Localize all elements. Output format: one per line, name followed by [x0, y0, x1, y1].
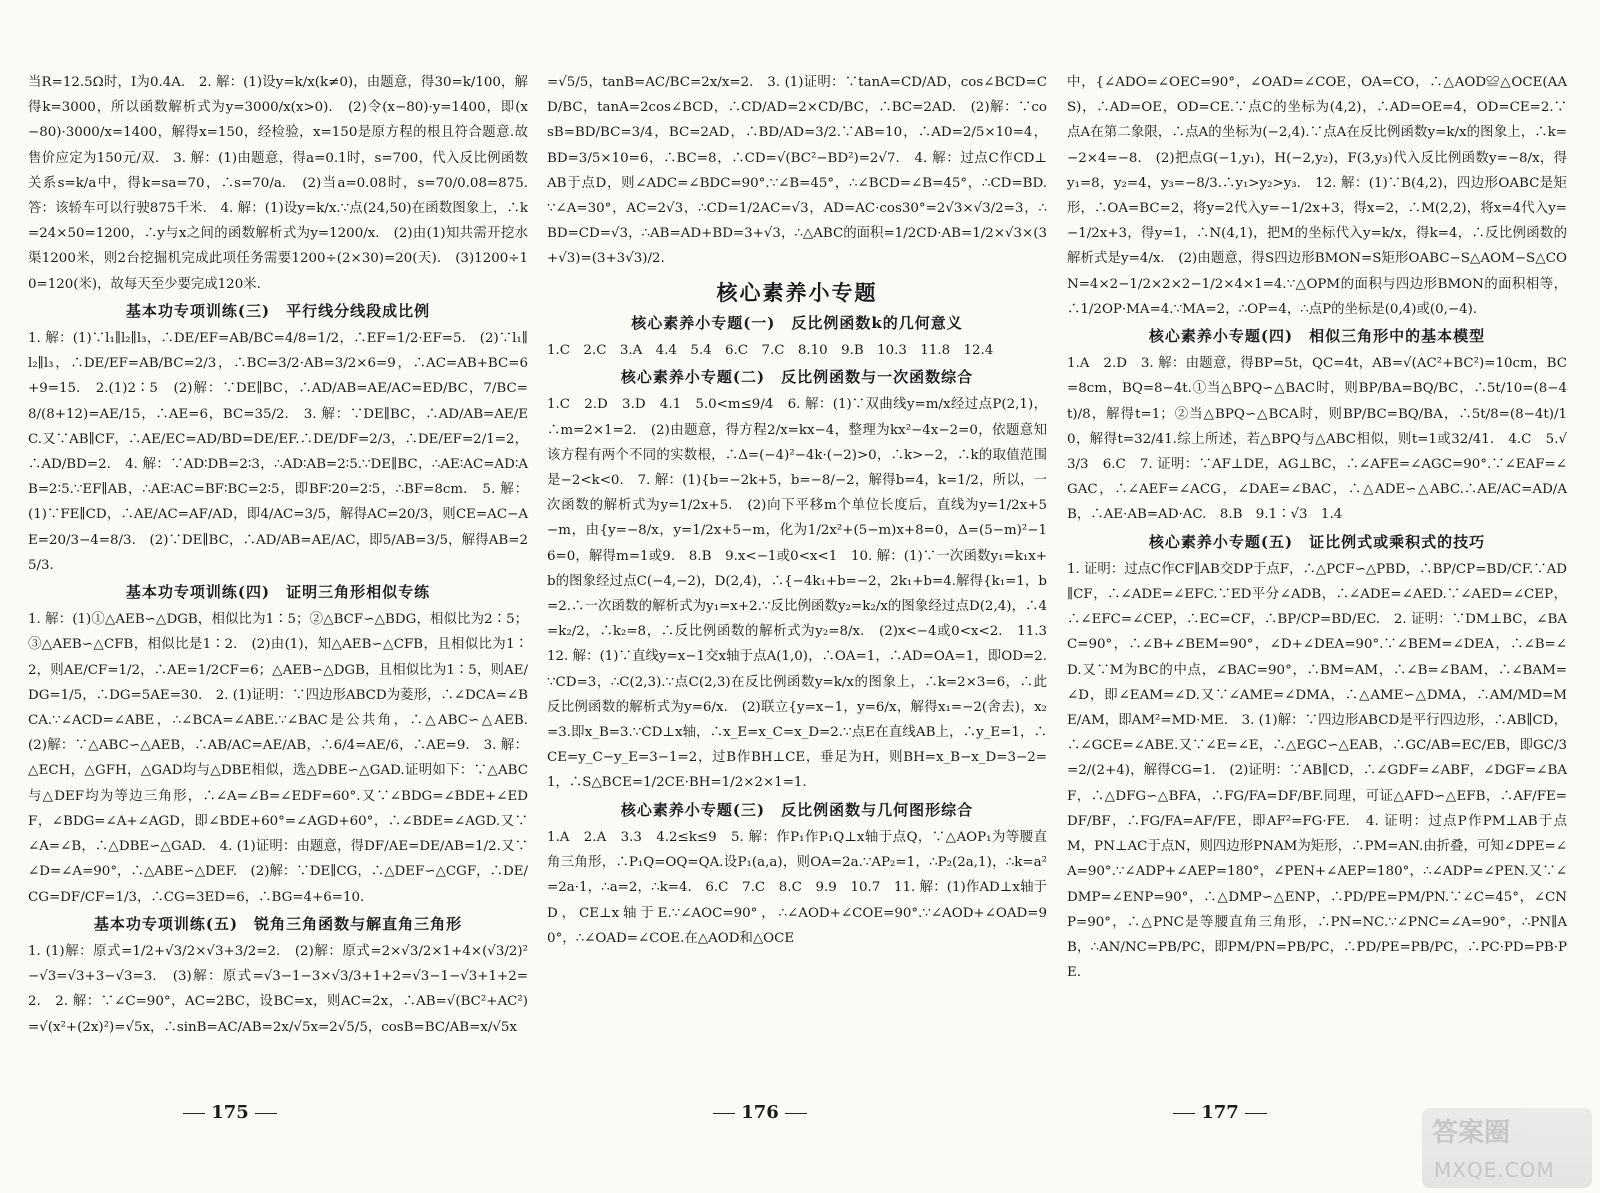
- section-heading: 基本功专项训练(五) 锐角三角函数与解直角三角形: [93, 914, 463, 933]
- answer-paragraph: 1.A 2.A 3.3 4.2≤k≤9 5. 解：作P₁作P₁Q⊥x轴于点Q，∵△AOP₁为等腰直角三角形，∴P₁Q=OQ=QA.设P₁(a,a)，则OA=2a.∵AP₂=1，∴P₂(2a,1)，∴k=a²=2a·1，∴a=2，∴k=4. 6.C 7.C 8.C 9.9 10.7 11. 解：(1)作AD⊥x轴于D，CE⊥x轴于E.∵∠AOC=90°，∴∠AOD+∠COE=90°.∵∠AOD+∠OAD=90°，∴∠OAD=∠COE.在△AOD和△OCE: [547, 829, 1047, 946]
- answer-paragraph: 1. 解：(1)∵l₁∥l₂∥l₃，∴DE/EF=AB/BC=4/8=1/2，∴EF=1/2·EF=5. (2)∵l₁∥l₂∥l₃，∴DE/EF=AB/BC=2/3，∴BC=3/2·AB=3/2×6=9，∴AC=AB+BC=6+9=15. 2.(1)2∶5 (2)解：∵DE∥BC，∴AD/AB=AE/AC=ED/BC，7/BC=8/(8+12)=AE/15，∴AE=6，BC=35/2. 3. 解：∵DE∥BC，∴AD/AB=AE/EC.又∵AB∥CF，∴AE/EC=AD/BD=DE/EF.∴DE/DF=2/3，∴DE/EF=2/1=2，∴AD/BD=2. 4. 解：∵AD∶DB=2∶3，∴AD∶AB=2∶5.∵DE∥BC，∴AE∶AC=AD∶AB=2∶5.∵EF∥AB，∴AE∶AC=BF∶BC=2∶5，即BF∶20=2∶5，∴BF=8cm. 5. 解：(1)∵FE∥CD，∴AE/AC=AF/AD，即4/AC=3/5，解得AC=20/3，则CE=AC−AE=20/3−4=8/3. (2)∵DE∥BC，∴AD/AB=AE/AC，即5/AB=3/5，解得AB=25/3.: [28, 331, 528, 573]
- column-2: [547, 70, 1061, 1150]
- answer-paragraph: 1. (1)解：原式=1/2+√3/2×√3+3/2=2. (2)解：原式=2×√3/2×1+4×(√3/2)²−√3=√3+3−√3=3. (3)解：原式=√3−1−3×√3/3+1+2=√3−1−√3+1+2=2. 2. 解：∵∠C=90°，AC=2BC，设BC=x，则AC=2x，∴AB=√(BC²+AC²)=√(x²+(2x)²)=√5x，∴sinB=AC/AB=2x/√5x=2√5/5，cosB=BC/AB=x/√5x: [28, 943, 528, 1035]
- answer-paragraph: 1.A 2.D 3. 解：由题意，得BP=5t，QC=4t，AB=√(AC²+BC²)=10cm，BC=8cm，BQ=8−4t.①当△BPQ∽△BAC时，则BP/BA=BQ/BC，∴5t/10=(8−4t)/8，解得t=1；②当△BPQ∽△BCA时，则BP/BC=BQ/BA，∴5t/8=(8−4t)/10，解得t=32/41.综上所述，若△BPQ与△ABC相似，则t=1或32/41. 4.C 5.√3/3 6.C 7. 证明：∵AF⊥DE，AG⊥BC，∴∠AFE=∠AGC=90°.∵∠EAF=∠GAC，∴∠AEF=∠ACG，∠DAE=∠BAC，∴△ADE∽△ABC.∴AE/AC=AD/AB，∴AE·AB=AD·AC. 8.B 9.1∶√3 1.4: [1067, 356, 1567, 523]
- answer-paragraph: 1.C 2.D 3.D 4.1 5.0<m≤9/4 6. 解：(1)∵双曲线y=m/x经过点P(2,1)，∴m=2×1=2. (2)由题意，得方程2/x=kx−4，整理为kx²−4x−2=0，依题意知该方程有两个不同的实数根，∴Δ=(−4)²−4k·(−2)>0，∴k>−2，∴k的取值范围是−2<k<0. 7. 解：(1){b=−2k+5，b=−8/−2，解得b=4，k=1/2，所以，一次函数的解析式为y=1/2x+5. (2)向下平移m个单位长度后，直线为y=1/2x+5−m，由{y=−8/x，y=1/2x+5−m，化为1/2x²+(5−m)x+8=0，Δ=(5−m)²−16=0，解得m=1或9. 8.B 9.x<−1或0<x<1 10. 解：(1)∵一次函数y₁=k₁x+b的图象经过点C(−4,−2)，D(2,4)，∴{−4k₁+b=−2，2k₁+b=4.解得{k₁=1，b=2.∴一次函数的解析式为y₁=x+2.∵反比例函数y₂=k₂/x的图象经过点D(2,4)，∴4=k₂/2，∴k₂=8，∴反比例函数的解析式为y₂=8/x. (2)x<−4或0<x<2. 11.3 12. 解：(1)∵直线y=x−1交x轴于点A(1,0)，∴OA=1，∴AD=OA=1，即OD=2.∵CD=3，∴C(2,3).∵点C(2,3)在反比例函数y=k/x的图象上，∴k=2×3=6，∴此反比例函数的解析式为y=6/x. (2)联立{y=x−1，y=6/x，解得x₁=−2(舍去)，x₂=3.即x_B=3.∵CD⊥x轴，∴x_E=x_C=x_D=2.∵点E在直线AB上，∴y_E=1，∴CE=y_C−y_E=3−1=2，过B作BH⊥CE，垂足为H，则BH=x_B−x_D=3−2=1，∴S△BCE=1/2CE·BH=1/2×2×1=1.: [547, 397, 1061, 791]
- answer-paragraph: 1. 解：(1)①△AEB∽△DGB，相似比为1∶5；②△BCF∽△BDG，相似比为2∶5；③△AEB∽△CFB，相似比是1∶2. (2)由(1)，知△AEB∽△CFB，且相似比为1∶2，则AE/CF=1/2，∴AE=1/2CF=6；△AEB∽△DGB，且相似比为1∶5，则AE/DG=1/5，∴DG=5AE=30. 2. (1)证明：∵四边形ABCD为菱形，∴∠DCA=∠BCA.∵∠ACD=∠ABE，∴∠BCA=∠ABE.∵∠BAC是公共角，∴△ABC∽△AEB. (2)解：∵△ABC∽△AEB，∴AB/AC=AE/AB，∴6/4=AE/6，∴AE=9. 3. 解：△ECH，△GFH，△GAD均与△DBE相似，选△DBE∽△GAD.证明如下：∵△ABC与△DEF均为等边三角形，∴∠A=∠B=∠EDF=60°.又∵∠BDG=∠BDE+∠EDF，∠BDG=∠A+∠AGD，即∠BDE+60°=∠AGD+60°，∴∠BDE=∠AGD.又∵∠A=∠B，∴△DBE∽△GAD. 4. (1)证明：由题意，得DF/AE=DE/AB=1/2.又∵∠D=∠A=90°，∴△ABE∽△DEF. (2)解：∵DE∥CG，∴△DEF∽△CGF，∴DE/CG=DF/CF=1/3，∴CG=3ED=6，∴BG=4+6=10.: [28, 612, 542, 905]
- section-heading: 核心素养小专题(四) 相似三角形中的基本模型: [1148, 327, 1486, 346]
- column-1: [28, 70, 542, 1150]
- answer-paragraph: 中，{∠ADO=∠OEC=90°，∠OAD=∠COE，OA=CO，∴△AOD≌△OCE(AAS)，∴AD=OE，OD=CE.∵点C的坐标为(4,2)，∴AD=OE=4，OD=CE=2.∵点A在第二象限，∴点A的坐标为(−2,4).∵点A在反比例函数y=k/x的图象上，∴k=−2×4=−8. (2)把点G(−1,y₁)，H(−2,y₂)，F(3,y₃)代入反比例函数y=−8/x，得y₁=8，y₂=4，y₃=−8/3.∴y₁>y₂>y₃. 12. 解：(1)∵B(4,2)，四边形OABC是矩形，∴OA=BC=2，将y=2代入y=−1/2x+3，得x=2，∴M(2,2)，将x=4代入y=−1/2x+3，得y=1，∴N(4,1)，把M的坐标代入y=k/x，得k=4，∴反比例函数的解析式是y=4/x. (2)由题意，得S四边形BMON=S矩形OABC−S△AOM−S△CON=4×2−1/2×2×2−1/2×4×1=4.∵△OPM的面积与四边形BMON的面积相等，∴1/2OP·MA=4.∵MA=2，∴OP=4，∴点P的坐标是(0,4)或(0,−4).: [1067, 75, 1567, 317]
- page-number-177: 177: [1140, 1102, 1300, 1123]
- answer-paragraph: 当R=12.5Ω时，I为0.4A. 2. 解：(1)设y=k/x(k≠0)，由题意，得30=k/100，解得k=3000，所以函数解析式为y=3000/x(x>0). (2)令(x−80)·y=1400，即(x−80)·3000/x=1400，解得x=150，经检验，x=150是原方程的根且符合题意.故售价应定为150元/双. 3. 解：(1)由题意，得a=0.1时，s=700，代入反比例函数关系s=k/a中，得k=sa=70，∴s=70/a. (2)当a=0.08时，s=70/0.08=875.答：该轿车可以行驶875千米. 4. 解：(1)设y=k/x.∵点(24,50)在函数图象上，∴k=24×50=1200，∴y与x之间的函数解析式为y=1200/x. (2)由(1)知共需开挖水渠1200米，则2台挖掘机完成此项任务需要1200÷(2×30)=20(天). (3)1200÷10=120(米)，故每天至少要完成120米.: [28, 75, 528, 292]
- page-number-176: 176: [680, 1102, 840, 1123]
- section-heading: 核心素养小专题(五) 证比例式或乘积式的技巧: [1148, 532, 1486, 551]
- section-heading: 基本功专项训练(四) 证明三角形相似专练: [125, 583, 431, 602]
- section-heading: 核心素养小专题: [716, 279, 878, 305]
- section-heading: 核心素养小专题(一) 反比例函数k的几何意义: [631, 313, 963, 332]
- watermark: [1422, 1108, 1592, 1188]
- watermark-url: MXQE.COM: [1434, 1158, 1555, 1182]
- column-3: [1067, 70, 1567, 1150]
- answer-paragraph: 1. 证明：过点C作CF∥AB交DP于点F，∴△PCF∽△PBD，∴BP/CP=BD/CF.∵AD∥CF，∴∠ADE=∠EFC.∵ED平分∠ADB，∴∠ADE=∠AED.∵∠AED=∠CEP，∴∠EFC=∠CEP，∴EC=CF，∴BP/CP=BD/EC. 2. 证明：∵DM⊥BC，∠BAC=90°，∴∠B+∠BEM=90°，∠D+∠DEA=90°.∵∠BEM=∠DEA，∴∠B=∠D.又∵M为BC的中点，∠BAC=90°，∴BM=AM，∴∠B=∠BAM，∴∠BAM=∠D，即∠EAM=∠D.又∵∠AME=∠DMA，∴△AME∽△DMA，∴AM/MD=ME/AM，即AM²=MD·ME. 3. (1)解：∵四边形ABCD是平行四边形，∴AB∥CD，∴∠GCE=∠ABE.又∵∠E=∠E，∴△EGC∽△EAB，∴GC/AB=EC/EB，即GC/3=2/(2+4)，解得CG=1. (2)证明：∵AB∥CD，∴∠GDF=∠ABF，∠DGF=∠BAF，∴△DFG∽△BFA，∴FG/FA=DF/BF.同理，可证△AFD∽△EFB，∴AF/FE=DF/BF，∴FG/FA=AF/FE，即AF²=FG·FE. 4. 证明：过点P作PM⊥AB于点M，PN⊥AC于点N，则四边形PNAM为矩形，∴PM=AN.由折叠，可知∠DPE=∠A=90°.∵∠ADP+∠AEP=180°，∠PEN+∠AEP=180°，∴∠ADP=∠PEN.又∵∠DMP=∠ENP=90°，∴△DMP∽△ENP，∴PD/PE=PM/PN.∵∠C=45°，∠CNP=90°，∴△PNC是等腰直角三角形，∴PN=NC.∵∠PNC=∠A=90°，∴PN∥AB，∴AN/NC=PB/PC，即PM/PN=PB/PC，∴PD/PE=PB/PC，∴PC·PD=PB·PE.: [1067, 561, 1568, 981]
- section-heading: 基本功专项训练(三) 平行线分线段成比例: [125, 301, 431, 320]
- answer-paragraph: =√5/5，tanB=AC/BC=2x/x=2. 3. (1)证明：∵tanA=CD/AD，cos∠BCD=CD/BC，tanA=2cos∠BCD，∴CD/AD=2×CD/BC，∴BC=2AD. (2)解：∵cosB=BD/BC=3/4，BC=2AD，∴BD/AD=3/2.∵AB=10，∴AD=2/5×10=4，BD=3/5×10=6，∴BC=8，∴CD=√(BC²−BD²)=2√7. 4. 解：过点C作CD⊥AB于点D，则∠ADC=∠BDC=90°.∵∠B=45°，∴∠BCD=∠B=45°，∴CD=BD.∵∠A=30°，AC=2√3，∴CD=1/2AC=√3，AD=AC·cos30°=2√3×√3/2=3，∴BD=CD=√3，∴AB=AD+BD=3+√3，∴△ABC的面积=1/2CD·AB=1/2×√3×(3+√3)=(3+3√3)/2.: [547, 75, 1047, 267]
- section-heading: 核心素养小专题(二) 反比例函数与一次函数综合: [620, 368, 974, 387]
- answer-paragraph: 1.C 2.C 3.A 4.4 5.4 6.C 7.C 8.10 9.B 10.3 11.8 12.4: [547, 343, 994, 359]
- page-number-175: 175: [150, 1102, 310, 1123]
- section-heading: 核心素养小专题(三) 反比例函数与几何图形综合: [620, 800, 974, 819]
- watermark-logo: 答案圈: [1432, 1118, 1511, 1148]
